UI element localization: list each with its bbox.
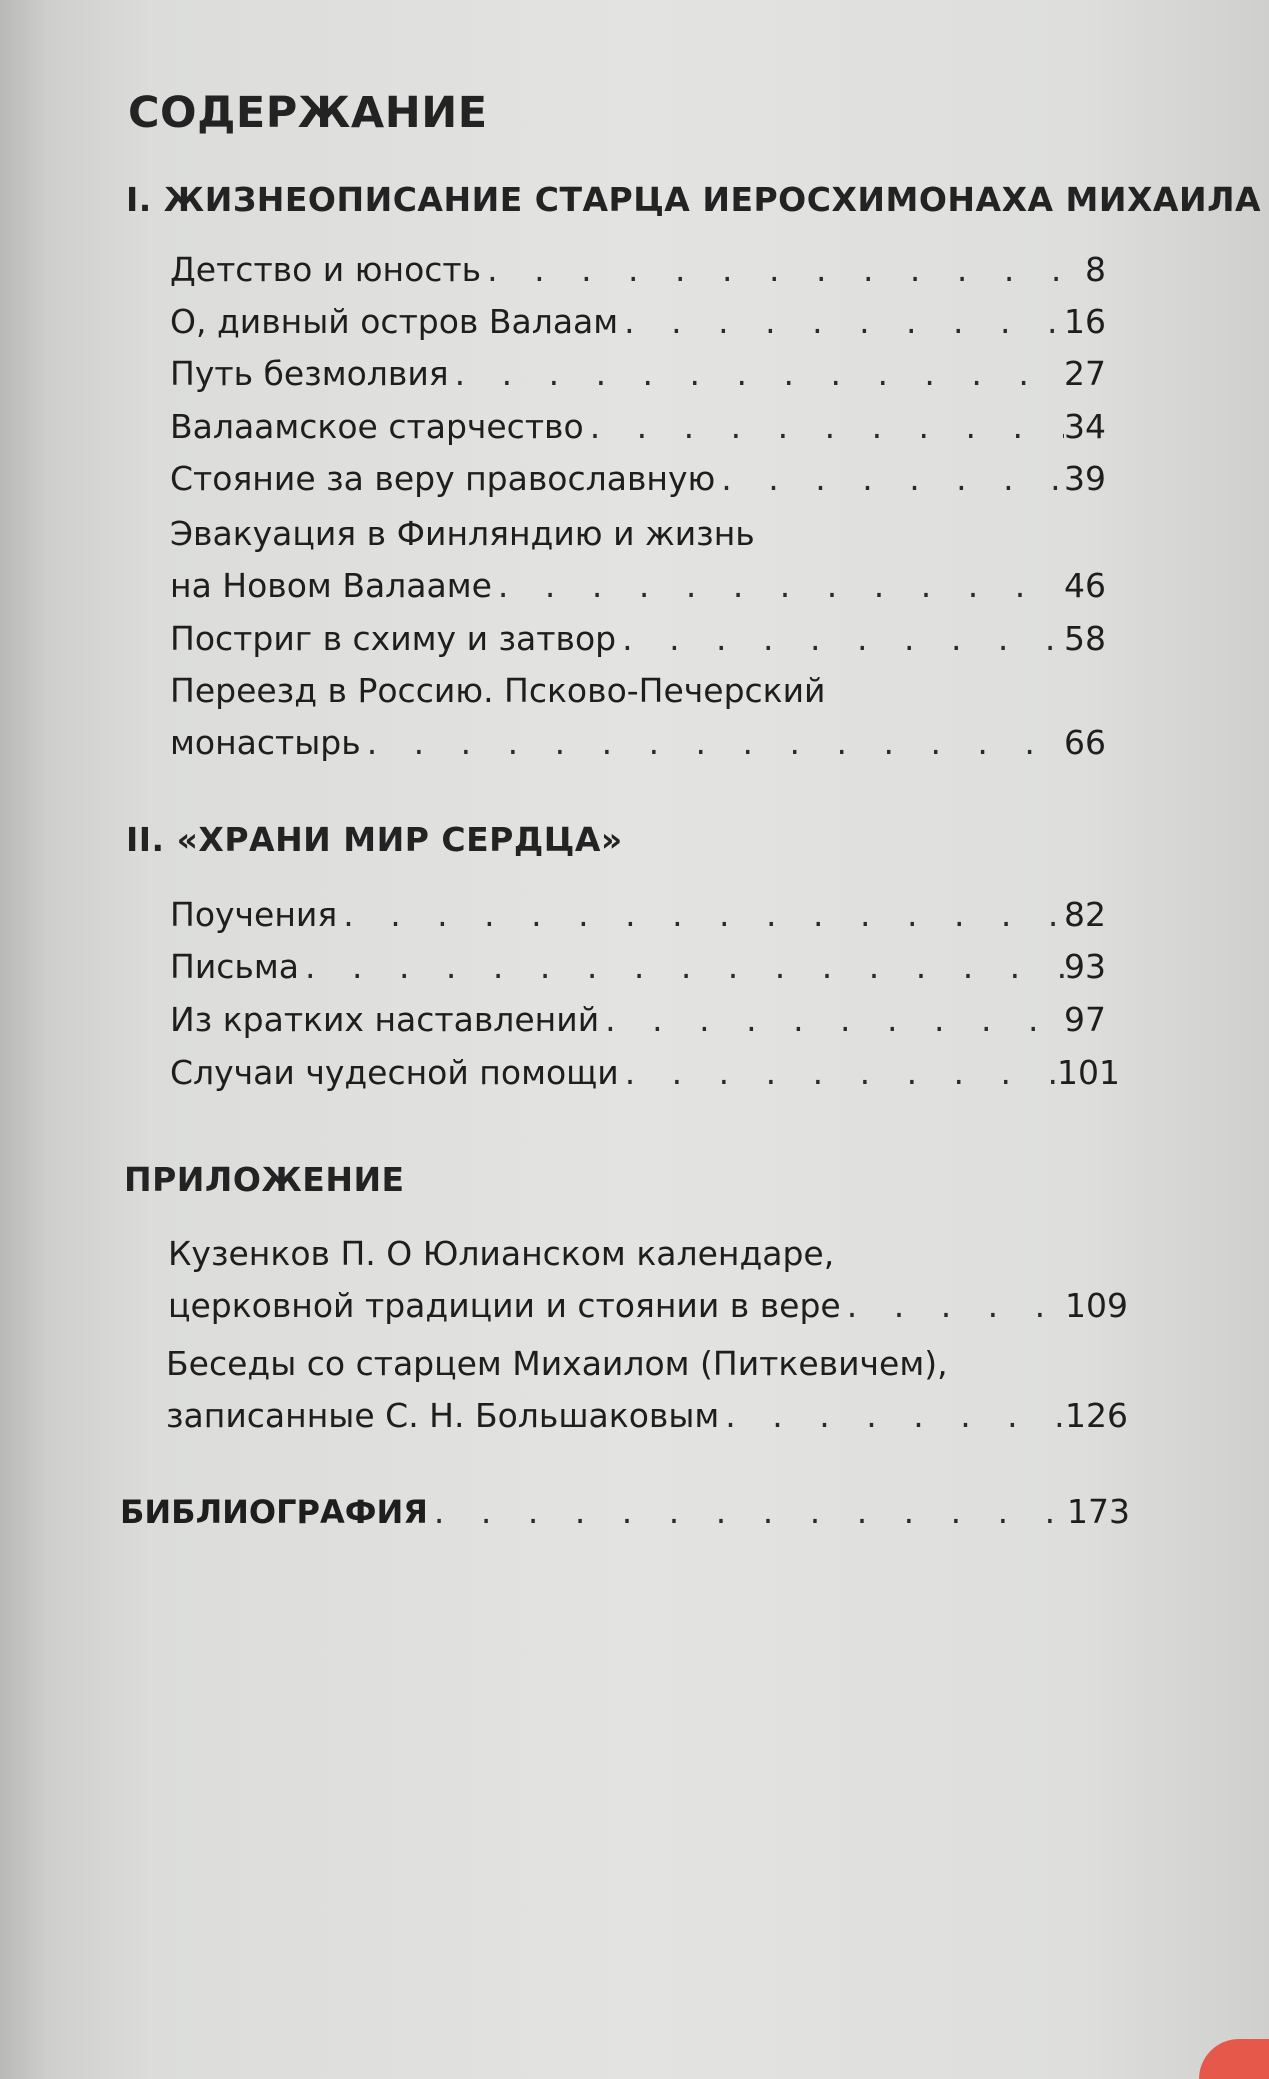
- toc-entry-page: 93: [1064, 947, 1106, 986]
- toc-title: СОДЕРЖАНИЕ: [128, 88, 488, 138]
- toc-entry[interactable]: [170, 566, 1106, 614]
- dot-leader: [719, 1396, 1065, 1435]
- toc-entry-title: Стояние за веру православную: [170, 459, 716, 498]
- toc-entry[interactable]: [170, 723, 1106, 771]
- toc-entry-title: Путь безмолвия: [170, 354, 449, 393]
- toc-entry-title: церковной традиции и стоянии в вере: [168, 1286, 841, 1325]
- toc-entry-title: Валаамское старчество: [170, 407, 584, 446]
- toc-entry-page: 101: [1057, 1053, 1120, 1092]
- toc-entry[interactable]: [170, 302, 1106, 350]
- toc-entry-page: 58: [1064, 619, 1106, 658]
- toc-entry-page: 97: [1064, 1000, 1106, 1039]
- dot-leader: [584, 407, 1064, 446]
- dot-leader: [299, 947, 1064, 986]
- toc-entry[interactable]: [170, 947, 1106, 995]
- toc-entry-title: монастырь: [170, 723, 361, 762]
- part1-heading: I. ЖИЗНЕОПИСАНИЕ СТАРЦА ИЕРОСХИМОНАХА МИХАИЛА: [126, 180, 1262, 219]
- appendix-heading: ПРИЛОЖЕНИЕ: [124, 1160, 405, 1199]
- toc-entry-title-line1: Беседы со старцем Михаилом (Питкевичем),: [166, 1344, 948, 1383]
- toc-entry[interactable]: [170, 250, 1106, 298]
- toc-entry-title: Детство и юность: [170, 250, 482, 289]
- dot-leader: [616, 619, 1064, 658]
- toc-entry-title-line1: Переезд в Россию. Псково-Печерский: [170, 671, 826, 710]
- dot-leader: [428, 1492, 1067, 1531]
- toc-entry-page: 66: [1064, 723, 1106, 762]
- toc-entry-page: 109: [1065, 1286, 1128, 1325]
- toc-entry-page: 173: [1067, 1492, 1130, 1531]
- dot-leader: [715, 459, 1064, 498]
- toc-entry-page: 46: [1064, 566, 1106, 605]
- toc-entry-title: на Новом Валааме: [170, 566, 492, 605]
- dot-leader: [492, 566, 1064, 605]
- toc-entry-page: 27: [1064, 354, 1106, 393]
- toc-entry-page: 82: [1064, 895, 1106, 934]
- toc-entry[interactable]: [170, 407, 1106, 455]
- toc-entry-page: 126: [1065, 1396, 1128, 1435]
- toc-entry[interactable]: [170, 354, 1106, 402]
- dot-leader: [841, 1286, 1065, 1325]
- toc-entry-title: записанные С. Н. Большаковым: [166, 1396, 720, 1435]
- dot-leader: [337, 895, 1064, 934]
- toc-entry-title-line1: Эвакуация в Финляндию и жизнь: [170, 514, 755, 553]
- toc-entry-page: 8: [1085, 250, 1106, 289]
- dot-leader: [618, 302, 1064, 341]
- toc-entry-page: 16: [1064, 302, 1106, 341]
- toc-entry-title: Поучения: [170, 895, 338, 934]
- toc-entry-title: Письма: [170, 947, 299, 986]
- toc-entry-title: О, дивный остров Валаам: [170, 302, 619, 341]
- toc-entry-page: 34: [1064, 407, 1106, 446]
- dot-leader: [619, 1053, 1057, 1092]
- toc-entry-title: Постриг в схиму и затвор: [170, 619, 617, 658]
- toc-entry[interactable]: [170, 619, 1106, 667]
- toc-entry-page: 39: [1064, 459, 1106, 498]
- dot-leader: [599, 1000, 1064, 1039]
- red-object-corner: [1199, 2039, 1269, 2079]
- toc-entry-title-line1: Кузенков П. О Юлианском календаре,: [168, 1234, 835, 1273]
- dot-leader: [481, 250, 1085, 289]
- toc-entry-title: Из кратких наставлений: [170, 1000, 600, 1039]
- part2-heading: II. «ХРАНИ МИР СЕРДЦА»: [126, 820, 623, 859]
- dot-leader: [449, 354, 1064, 393]
- toc-entry-bibliography[interactable]: [120, 1492, 1130, 1540]
- toc-entry[interactable]: [166, 1396, 1128, 1444]
- toc-entry[interactable]: [170, 1000, 1106, 1048]
- toc-entry[interactable]: [168, 1286, 1128, 1334]
- toc-entry[interactable]: [170, 895, 1106, 943]
- toc-entry[interactable]: [170, 459, 1106, 507]
- toc-entry[interactable]: [170, 1053, 1120, 1101]
- toc-entry-title: Случаи чудесной помощи: [170, 1053, 619, 1092]
- dot-leader: [361, 723, 1064, 762]
- toc-entry-title: БИБЛИОГРАФИЯ: [120, 1493, 428, 1531]
